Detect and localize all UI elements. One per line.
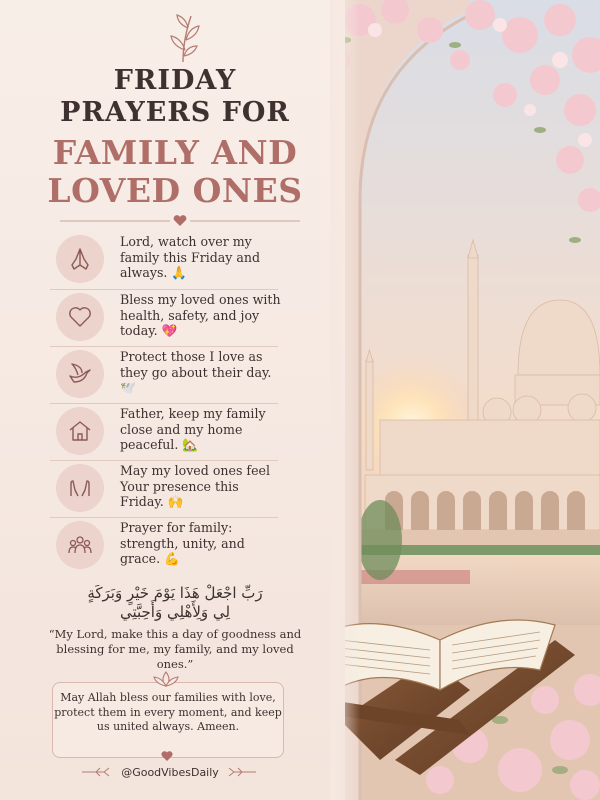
praying-hands-icon bbox=[66, 245, 94, 273]
title-line-4: LOVED ONES bbox=[47, 171, 303, 210]
prayer-text-6: Prayer for family: strength, unity, and grace. 💪 bbox=[120, 520, 245, 566]
dove-icon bbox=[66, 360, 94, 388]
title-line-2: PRAYERS FOR bbox=[60, 97, 290, 128]
arabic-dua-line-1: رَبِّ اجْعَلْ هَذَا يَوْمَ خَيْرٍ وَبَرَكَةٍ bbox=[87, 584, 263, 602]
prayer-item-1 bbox=[50, 232, 278, 288]
flourish-right-icon bbox=[226, 767, 256, 777]
prayer-text-3: Protect those I love as they go about their day. 🕊️ bbox=[120, 349, 272, 395]
arabic-dua-line-2: لِي وَلِأَهْلِي وَأَحِبَّتِي bbox=[119, 603, 231, 621]
prayer-text-1: Lord, watch over my family this Friday and always. 🙏 bbox=[120, 234, 261, 280]
prayer-text-4: Father, keep my family close and my home peaceful. 🏡 bbox=[120, 406, 266, 452]
title-line-3: FAMILY AND bbox=[52, 133, 298, 172]
prayer-text-2: Bless my loved ones with health, safety, and joy today. 💖 bbox=[120, 292, 281, 338]
small-heart-icon bbox=[161, 750, 173, 762]
lotus-icon bbox=[152, 670, 180, 688]
home-icon bbox=[66, 417, 94, 445]
leaf-sprig-icon bbox=[163, 10, 203, 64]
title-line-1: FRIDAY bbox=[113, 65, 237, 96]
prayer-item-4 bbox=[50, 404, 278, 460]
prayer-text-5: May my loved ones feel Your presence this Friday. 🙌 bbox=[120, 463, 271, 509]
blessing-text: May Allah bless our families with love, protect them in every moment, and keep us united always. Ameen. bbox=[54, 691, 282, 733]
blessing-box bbox=[52, 682, 284, 758]
social-handle: @GoodVibesDaily bbox=[121, 766, 219, 779]
family-group-icon bbox=[66, 531, 94, 559]
open-hands-icon bbox=[66, 474, 94, 502]
heart-icon bbox=[66, 303, 94, 331]
prayer-item-6 bbox=[50, 518, 278, 574]
prayer-item-2 bbox=[50, 290, 281, 346]
dua-translation: “My Lord, make this a day of goodness and blessing for me, my family, and my loved ones.” bbox=[48, 627, 302, 671]
heart-divider bbox=[60, 214, 300, 228]
prayer-item-3 bbox=[50, 347, 278, 403]
prayer-item-5 bbox=[50, 461, 278, 517]
